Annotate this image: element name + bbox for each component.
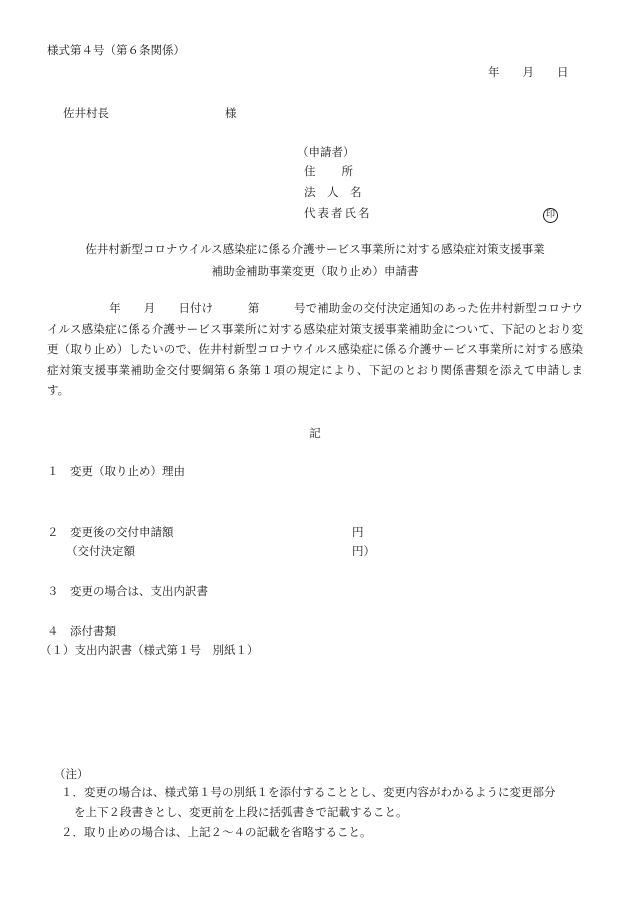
seal-icon: 印 xyxy=(543,208,558,223)
note-2: ２．取り止めの場合は、上記２～４の記載を省略すること。 xyxy=(61,825,372,839)
applicant-heading: （申請者） xyxy=(297,145,355,159)
item-3: ３ 変更の場合は、支出内訳書 xyxy=(47,584,208,598)
item-4-sub: （１）支出内訳書（様式第１号 別紙１） xyxy=(40,643,259,657)
title-line-2: 補助金補助事業変更（取り止め）申請書 xyxy=(211,264,419,278)
body-paragraph xyxy=(47,298,583,401)
addressee-name: 佐井村長 xyxy=(63,106,109,120)
applicant-rep-label: 代表者氏名 xyxy=(304,206,372,220)
item-2-sub-unit: 円） xyxy=(352,544,375,558)
applicant-corp-label: 法 人 名 xyxy=(304,185,362,199)
item-2-label: ２ 変更後の交付申請額 xyxy=(47,525,174,539)
ki-heading: 記 xyxy=(309,426,321,440)
date-line: 年 月 日 xyxy=(488,65,569,79)
item-2-unit: 円 xyxy=(352,525,364,539)
item-4: ４ 添付書類 xyxy=(47,624,116,638)
item-2-sub-label: （交付決定額 xyxy=(66,544,135,558)
title-line-1: 佐井村新型コロナウイルス感染症に係る介護サービス事業所に対する感染症対策支援事業 xyxy=(85,242,545,256)
seal-mark xyxy=(543,205,558,223)
item-1: １ 変更（取り止め）理由 xyxy=(47,464,185,478)
note-1-line-1: １．変更の場合は、様式第１号の別紙１を添付することとし、変更内容がわかるように変更部分 xyxy=(61,785,556,799)
applicant-address-label: 住 所 xyxy=(304,164,354,178)
note-1-line-2: を上下２段書きとし、変更前を上段に括弧書きで記載すること。 xyxy=(74,805,408,819)
notes-heading: （注） xyxy=(54,767,89,781)
addressee-honorific: 様 xyxy=(225,106,237,120)
form-number: 様式第４号（第６条関係） xyxy=(47,43,185,57)
body-text: で補助金の交付決定通知のあった佐井村新型コロナウイルス感染症に係る介護サービス事業所に対する感染症対策支援事業補助金について、下記のとおり変更（取り止め）したいので、佐井村新型コロナウイルス感染症に係る介護サービス事業所に対する感染症対策支援事業補助金交付要綱第６条第１項の規定により、下記のとおり関係書類を添えて申請します。 xyxy=(47,301,584,397)
body-date-fields: 年 月 日付け 第 号 xyxy=(109,301,306,315)
